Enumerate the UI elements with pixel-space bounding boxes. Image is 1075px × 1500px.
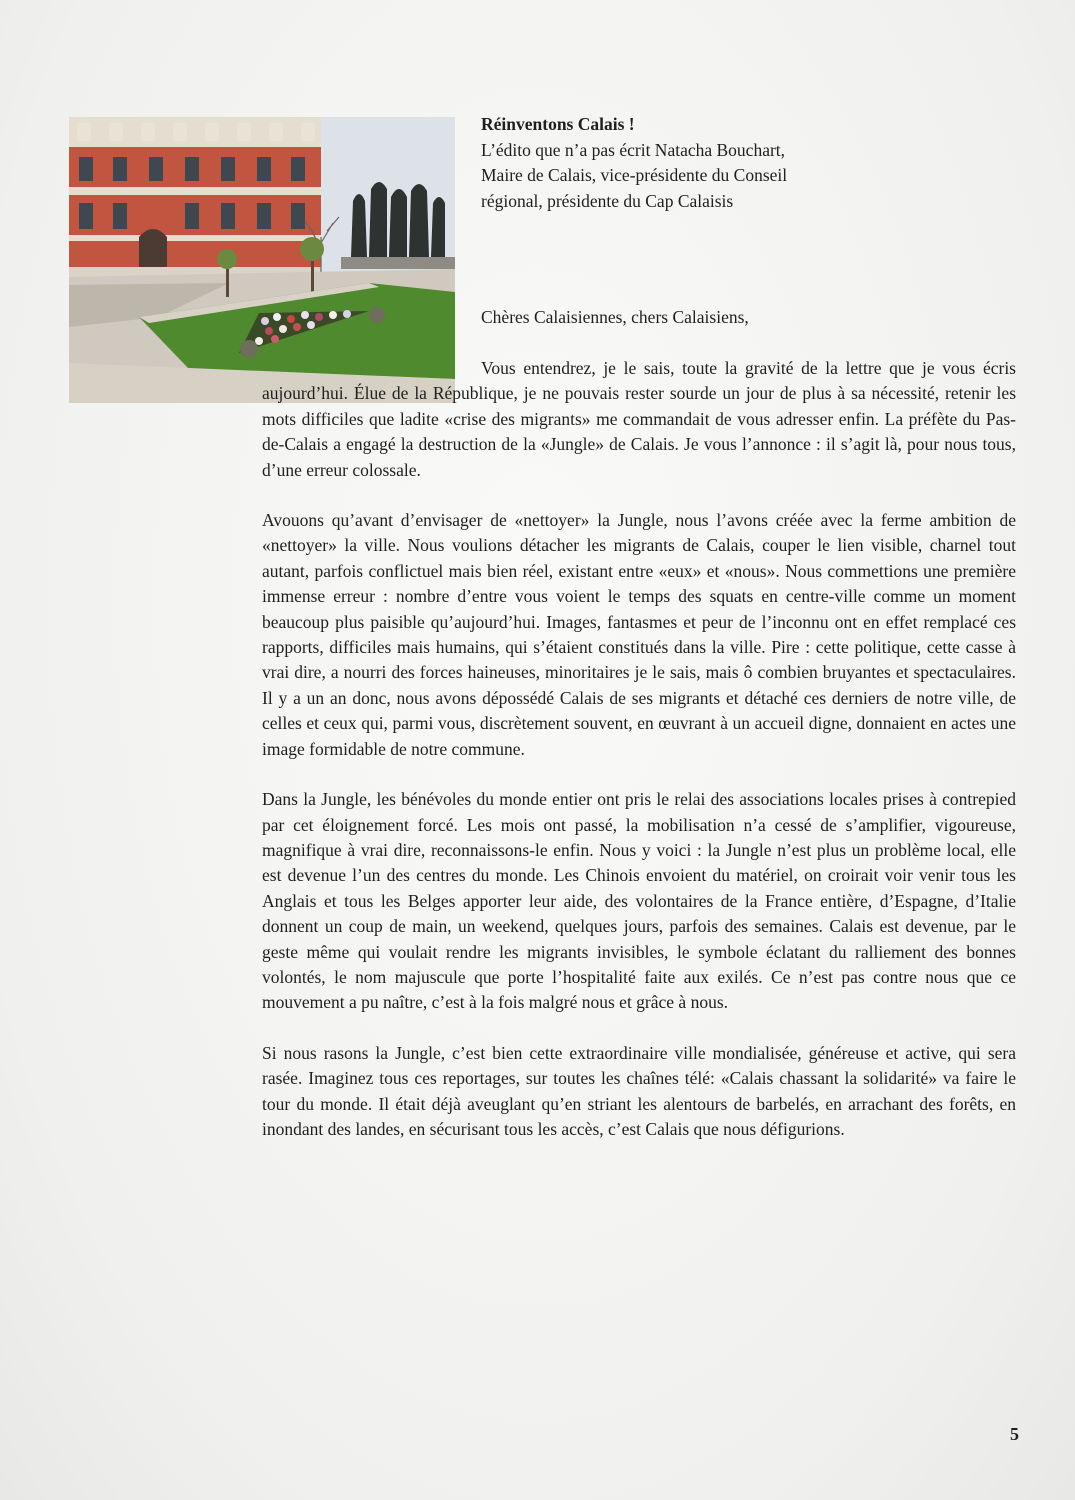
body-paragraph: Dans la Jungle, les bénévoles du monde entier ont pris le relai des associations locales prises à contrepied par cet éloignement forcé. Les mois ont passé, la mobilisation n’a cessé de s’amplifier, vigoureuse, magnifique à vrai dire, reconnaissons-le enfin. Nous y voici : la Jungle n’est plus un problème local, elle est devenue l’un des centres du monde. Les Chinois envoient du matériel, on croirait voir venir tous les Anglais et tous les Belges apporter leur aide, des volontaires de la France entière, d’Espagne, d’Italie donnent un coup de main, un weekend, quelques jours, parfois des semaines. Calais est devenue, par le geste même qui voulait rendre les migrants invisibles, le symbole éclatant du ralliement des bonnes volontés, le nom majuscule que porte l’hospitalité faite aux exilés. Ce n’est pas contre nous que ce mouvement a pu naître, c’est à la fois malgré nous et grâce à nous. [262, 789, 1016, 1013]
page-number: 5 [1010, 1424, 1019, 1444]
body-paragraph: Vous entendrez, je le sais, toute la gravité de la lettre que je vous écris aujourd’hui. Élue de la République, je ne pouvais rester sourde un jour de plus à sa nécessité, retenir les mots difficiles que ladite «crise des migrants» me commandait de vous adresser enfin. La préfète du Pas-de-Calais a engagé la destruction de la «Jungle» de Calais. Je vous l’annonce : il s’agit là, pour nous tous, d’une erreur colossale. [262, 358, 1016, 480]
editorial-subtitle-line: L’édito que n’a pas écrit Natacha Bouchart, [481, 139, 786, 160]
letter-body [262, 356, 1016, 1167]
editorial-title: Réinventons Calais ! [481, 114, 635, 134]
editorial-subtitle-line: Maire de Calais, vice-présidente du Conseil [481, 165, 788, 185]
letter-greeting: Chères Calaisiennes, chers Calaisiens, [481, 307, 749, 327]
body-paragraph: Si nous rasons la Jungle, c’est bien cette extraordinaire ville mondialisée, généreuse et active, qui sera rasée. Imaginez tous ces reportages, sur toutes les chaînes télé: «Calais chassant la solidarité» va faire le tour du monde. Il était déjà aveuglant qu’en striant les alentours de barbelés, en arrachant des forêts, en inondant des landes, en sécurisant tous les accès, c’est Calais que nous défigurions. [262, 1042, 1016, 1139]
editorial-subtitle-line: régional, présidente du Cap Calaisis [481, 190, 734, 211]
body-paragraph: Avouons qu’avant d’envisager de «nettoyer» la Jungle, nous l’avons créée avec la ferme ambition de «nettoyer» la ville. Nous voulions détacher les migrants de Calais, couper le lien visible, charnel tout autant, parfois conflictuel mais bien réel, existant entre «eux» et «nous». Nous commettions une première immense erreur : nombre d’entre vous voient le temps des squats en centre-ville comme un moment beaucoup plus paisible qu’aujourd’hui. Images, fantasmes et peur de l’inconnu ont en effet remplacé ces rapports, difficiles mais humains, qui s’étaient constitués dans la ville. Pire : cette politique, cette casse à vrai dire, a nourri des forces haineuses, minoritaires je le sais, mais ô combien bruyantes et spectaculaires. Il y a un an donc, nous avons dépossédé Calais de ses migrants et détaché ces derniers de notre ville, de celles et ceux qui, parmi vous, discrètement souvent, en œuvrant à un accueil digne, donnaient en actes une image formidable de notre commune. [262, 510, 1016, 759]
editorial-header [481, 112, 1041, 214]
